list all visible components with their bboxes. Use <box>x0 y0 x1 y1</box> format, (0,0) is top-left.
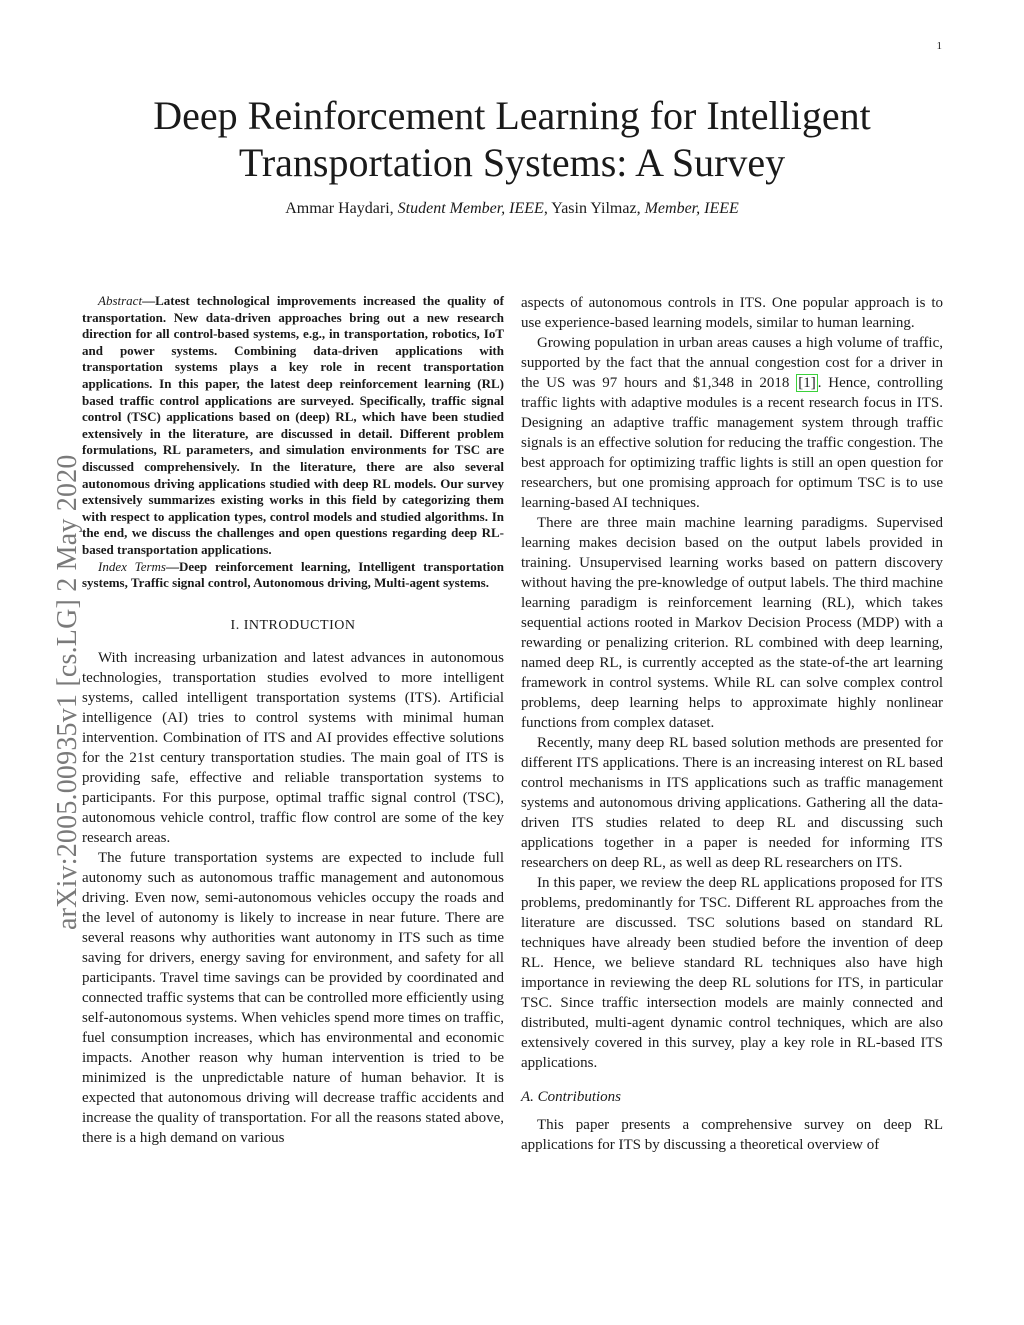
section-heading-introduction: I. INTRODUCTION <box>230 617 356 633</box>
intro-paragraph-3-text-cont: . Hence, controlling traffic lights with adaptive modules is a recent research focus in ITS. Designing an adaptive traffic management system through traffic signals is an effective solution for reducing the traffic congestion. The best approach for optimizing traffic lights is still an open question for researchers, but one promising approach for optimum TSC is to use learning-based AI techniques. <box>521 375 943 511</box>
subsection-heading-contributions: A. Contributions <box>521 1089 622 1105</box>
author-line <box>100 200 924 218</box>
author-separator: , <box>543 200 548 217</box>
abstract-text: —Latest technological improvements increased the quality of transportation. New data-driven approaches bring out a new research direction for all control-based systems, e.g., in transportation, robotics, IoT and power systems. Combining data-driven applications with transportation systems plays a key role in recent transportation applications. In this paper, the latest deep reinforcement learning (RL) based traffic control applications are surveyed. Specifically, traffic signal control (TSC) applications based on (deep) RL, which have been studied extensively in the literature, are discussed in detail. Different problem formulations, RL parameters, and simulation environments for TSC are discussed comprehensively. In the literature, there are also several autonomous driving applications studied with deep RL models. Our survey extensively summarizes existing works in this field by categorizing them with respect to application types, control models and studied algorithms. In the end, we discuss the challenges and open questions regarding deep RL-based transportation applications. <box>82 293 504 557</box>
index-terms <box>82 559 504 592</box>
intro-paragraph-5: Recently, many deep RL based solution methods are presented for different ITS applications. There is an increasing interest on RL based control mechanisms in ITS applications such as traffic management systems and autonomous driving applications. Gathering all the data-driven ITS studies related to deep RL and discussing such applications together in a paper is needed for informing ITS researchers on deep RL, as well as deep RL researchers on ITS. <box>521 735 943 871</box>
arxiv-identifier: arXiv:2005.00935v1 [cs.LG] 2 May 2020 <box>52 454 83 930</box>
intro-paragraph-3 <box>521 333 943 513</box>
intro-paragraph-2: The future transportation systems are expected to include full autonomy such as autonomous traffic management and autonomous driving. Even now, semi-autonomous vehicles occupy the roads and the level of autonomy is likely to increase in near future. There are several reasons why authorities want autonomy in ITS such as time saving for drivers, energy saving for environment, and safety for all participants. Travel time savings can be provided by coordinated and connected traffic systems that can be controlled more efficiently using self-autonomous systems. When vehicles spend more times on traffic, fuel consumption increases, which has environmental and economic impacts. Another reason why human intervention is tried to be minimized is the unpredictable nature of human behavior. It is expected that autonomous driving will decrease traffic accidents and increase the quality of transportation. For all the reasons stated above, there is a high demand on various <box>82 849 504 1146</box>
abstract-lead: Abstract <box>98 293 143 308</box>
author-1-name: Ammar Haydari, <box>285 200 394 217</box>
intro-paragraph-3-text: Growing population in urban areas causes a high volume of traffic, supported by the fact that the annual congestion cost for a driver in the US was 97 hours and $1,348 in 2018 <box>521 335 943 391</box>
intro-paragraph-1: With increasing urbanization and latest advances in autonomous technologies, transportation studies evolved to more intelligent systems, called intelligent transportation systems (ITS). Artificial intelligence (AI) tries to control systems with minimal human intervention. Combination of ITS and AI provides effective solutions for the 21st century transportation studies. The main goal of ITS is providing safe, effective and reliable transportation systems to participants. For this purpose, optimal traffic signal control (TSC), autonomous vehicle control, traffic flow control are some of the key research areas. <box>82 649 504 846</box>
contributions-paragraph-1: This paper presents a comprehensive survey on deep RL applications for ITS by discussing a theoretical overview of <box>521 1117 943 1153</box>
index-terms-lead: Index Terms <box>98 558 166 574</box>
author-1-role: Student Member, IEEE <box>397 200 544 217</box>
intro-paragraph-6: In this paper, we review the deep RL applications proposed for ITS problems, predominantly for TSC. Different RL approaches from the literature are discussed. TSC solutions based on standard RL techniques have already been studied before the invention of deep RL. Hence, we believe standard RL techniques also have high importance in reviewing the deep RL solutions for ITS, in particular TSC. Since traffic intersection models are mainly connected and distributed, multi-agent dynamic control techniques, which are also extensively covered in this survey, play a key role in RL-based ITS applications. <box>521 875 943 1071</box>
abstract <box>82 293 504 559</box>
author-2-name: Yasin Yilmaz, <box>551 200 641 217</box>
paper-title-line-2: Transportation Systems: A Survey <box>238 140 786 185</box>
paper-title <box>100 92 924 186</box>
citation-link-1[interactable]: [1] <box>798 375 816 391</box>
paper-title-line-1: Deep Reinforcement Learning for Intelligent <box>153 93 871 138</box>
right-column <box>521 293 943 1155</box>
intro-paragraph-4: There are three main machine learning paradigms. Supervised learning makes decision based on the output labels provided in training. Unsupervised learning works based on pattern discovery without having the pre-knowledge of output labels. The third machine learning paradigm is reinforcement learning (RL), which takes sequential actions rooted in Markov Decision Process (MDP) with a rewarding or penalizing criterion. RL combined with deep learning, named deep RL, is currently accepted as the state-of-the art learning framework in control systems. While RL can solve complex control problems, deep learning helps to approximate highly nonlinear functions from complex dataset. <box>521 515 943 731</box>
left-column <box>82 293 504 1148</box>
author-2-role: Member, IEEE <box>644 200 739 217</box>
page-number: 1 <box>936 40 942 52</box>
intro-paragraph-2-continued: aspects of autonomous controls in ITS. One popular approach is to use experience-based learning models, similar to human learning. <box>521 295 943 331</box>
index-terms-text: —Deep reinforcement learning, Intelligent transportation systems, Traffic signal control, Autonomous driving, Multi-agent systems. <box>82 558 504 591</box>
